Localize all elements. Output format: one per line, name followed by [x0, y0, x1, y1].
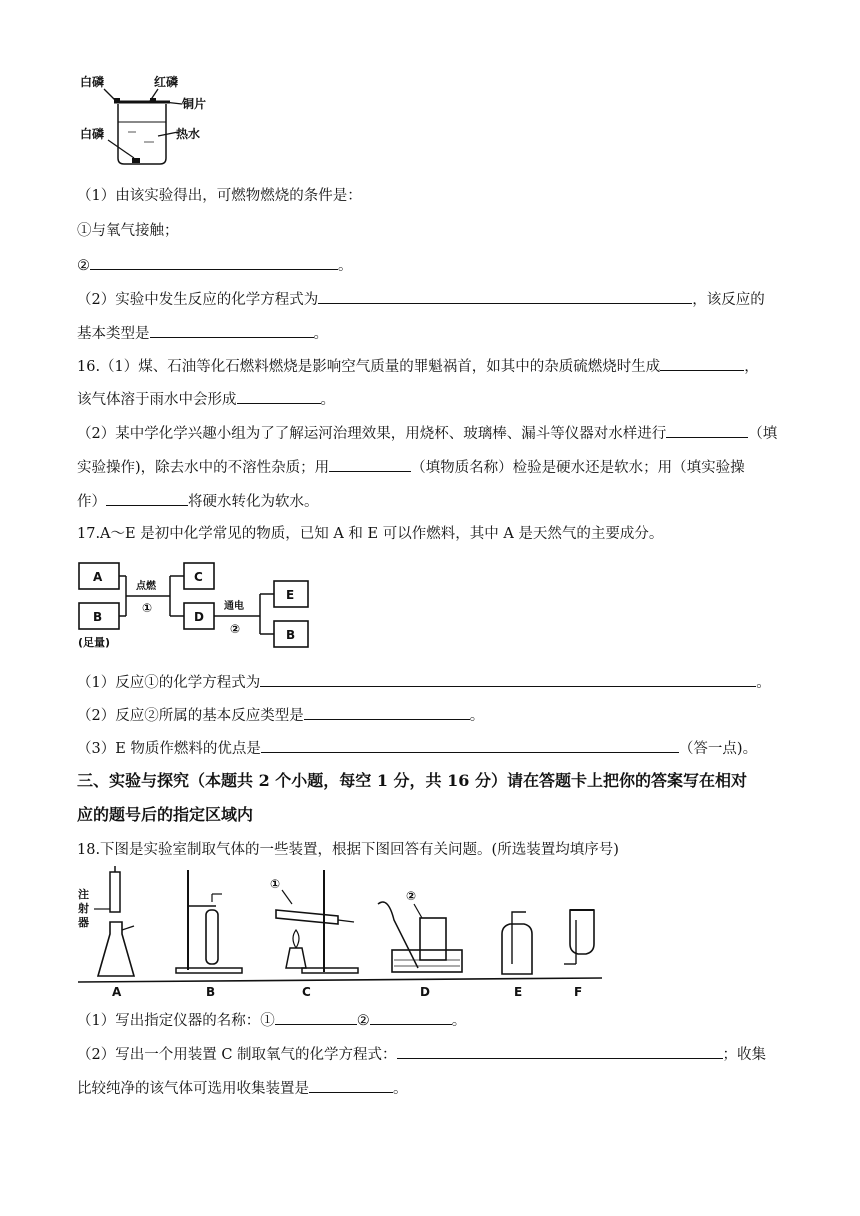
blank-q16-gas[interactable]: [660, 356, 744, 371]
label-white-phosphorus-top: 白磷: [80, 75, 105, 89]
section3-heading-line2: 应的题号后的指定区域内: [77, 805, 254, 824]
q16-part2-text: （2）某中学化学兴趣小组为了了解运河治理效果，用烧杯、玻璃棒、漏斗等仪器对水样进行: [77, 426, 667, 442]
blank-q17-advantage[interactable]: [261, 738, 679, 753]
apparatus-label-f: F: [574, 985, 583, 999]
comma: ，: [744, 359, 759, 375]
q17-part2: [77, 705, 484, 726]
box-e-label: E: [286, 588, 295, 602]
box-a-label: A: [93, 570, 103, 584]
q15-reaction-type-text: 基本类型是: [77, 326, 150, 342]
period: 。: [393, 1081, 408, 1097]
gas-collecting-bottle-icon: [420, 918, 446, 960]
marker-2: ②: [406, 889, 417, 903]
q18-intro: 18.下图是实验室制取气体的一些装置，根据下图回答有关问题。(所选装置均填序号): [77, 842, 619, 858]
apparatus-label-e: E: [514, 985, 523, 999]
box-b-product-label: B: [286, 628, 296, 642]
q17-part3-tail: （答一点)。: [678, 741, 758, 757]
period: 。: [756, 675, 771, 691]
reaction-flow-diagram: [78, 558, 318, 662]
q18-part2: [77, 1044, 766, 1065]
q16-part1-text: 16.（1）煤、石油等化石燃料燃烧是影响空气质量的罪魁祸首，如其中的杂质硫燃烧时生成: [77, 359, 661, 375]
step2-number: ②: [230, 622, 241, 636]
q16-part2-line3-text: 作）: [77, 494, 106, 510]
q15-part2-tail: ，该反应的: [692, 292, 765, 308]
section3-heading-line1: 三、实验与探究（本题共 2 个小题，每空 1 分，共 16 分）请在答题卡上把你的答案写在相对: [77, 771, 747, 790]
blank-q16-rain[interactable]: [237, 389, 321, 404]
bottle-f-icon: [570, 910, 594, 954]
q16-acid-rain-text: 该气体溶于雨水中会形成: [77, 392, 237, 408]
alcohol-lamp-icon: [286, 948, 306, 968]
apparatus-label-b: B: [206, 985, 216, 999]
q15-part2-line2: [77, 323, 328, 344]
marker-1: ①: [270, 877, 281, 891]
q18-part1-text: （1）写出指定仪器的名称：①: [77, 1013, 275, 1029]
q16-part2-tail: （填: [748, 426, 778, 442]
apparatus-label-c: C: [302, 985, 311, 999]
q17-part2-text: （2）反应②所属的基本反应类型是: [77, 708, 304, 724]
blank-q18-instrument2[interactable]: [370, 1010, 452, 1025]
blank-q17-reaction-type[interactable]: [304, 705, 470, 720]
lab-apparatus-figure: [76, 864, 606, 1002]
period: 。: [320, 392, 335, 408]
q16-part2-line3-tail: 将硬水转化为软水。: [188, 494, 319, 510]
bottle-e-icon: [502, 924, 532, 974]
q15-condition1: ①与氧气接触；: [77, 223, 179, 239]
q18-part2-line2: [77, 1078, 408, 1099]
q16-part2-line3: [77, 491, 319, 512]
q16-part2-line2-tail: （填物质名称）检验是硬水还是软水；用（填实验操: [411, 460, 745, 476]
q17-part1: [77, 672, 771, 693]
blank-q17-equation[interactable]: [260, 672, 756, 687]
combustion-experiment-figure: [78, 72, 238, 172]
q18-part2-tail: ；收集: [722, 1047, 767, 1063]
syringe-icon: [110, 872, 120, 912]
q16-part2-line2-text: 实验操作)，除去水中的不溶性杂质；用: [77, 460, 330, 476]
blank-q18-instrument1[interactable]: [275, 1010, 357, 1025]
q16-part2-line2: [77, 457, 745, 478]
q17-part3: [77, 738, 757, 759]
apparatus-label-a: A: [112, 985, 122, 999]
q18-part2-text: （2）写出一个用装置 C 制取氧气的化学方程式：: [77, 1047, 397, 1063]
q15-part1: （1）由该实验得出，可燃物燃烧的条件是：: [77, 188, 362, 204]
label-copper-sheet: 铜片: [182, 97, 207, 111]
syringe-label-3: 器: [78, 916, 89, 929]
label-red-phosphorus: 红磷: [154, 75, 179, 89]
q15-part2-text: （2）实验中发生反应的化学方程式为: [77, 292, 319, 308]
period: 。: [469, 708, 485, 724]
box-d-label: D: [194, 610, 204, 624]
blank-q18-equation[interactable]: [397, 1044, 723, 1059]
q18-collect-text: 比较纯净的该气体可选用收集装置是: [77, 1081, 309, 1097]
syringe-label-1: 注: [78, 888, 89, 901]
blank-q15-reaction-type[interactable]: [150, 323, 314, 338]
step1-number: ①: [142, 601, 153, 615]
q17-intro: 17.A～E 是初中化学常见的物质，已知 A 和 E 可以作燃料，其中 A 是天然气的主要成分。: [77, 526, 664, 542]
blank-q16-substance[interactable]: [329, 457, 411, 472]
blank-q18-collector[interactable]: [309, 1078, 393, 1093]
water-trough-icon: [392, 950, 462, 972]
period: 。: [338, 258, 353, 274]
q16-part1-line1: [77, 356, 759, 377]
box-b-note: (足量): [78, 636, 111, 649]
horizontal-test-tube-icon: [276, 910, 338, 924]
conical-flask-icon: [98, 922, 134, 976]
step2-label: 通电: [224, 601, 244, 612]
circle-2-marker: ②: [77, 258, 90, 274]
blank-q16-operation[interactable]: [666, 423, 748, 438]
period: 。: [451, 1013, 467, 1029]
q17-part1-text: （1）反应①的化学方程式为: [77, 675, 261, 691]
box-b-label: B: [93, 610, 103, 624]
q17-part3-text: （3）E 物质作燃料的优点是: [77, 741, 261, 757]
circle-2-marker: ②: [356, 1013, 370, 1029]
blank-q15-equation[interactable]: [318, 289, 692, 304]
period: 。: [313, 326, 328, 342]
label-white-phosphorus-bottom: 白磷: [80, 127, 105, 141]
q16-part2-line1: [77, 423, 777, 444]
apparatus-label-d: D: [420, 985, 430, 999]
q16-part1-line2: [77, 389, 335, 410]
blank-q16-softening[interactable]: [106, 491, 188, 506]
label-hot-water: 热水: [176, 127, 201, 141]
box-c-label: C: [194, 570, 203, 584]
step1-label: 点燃: [136, 581, 156, 592]
blank-q15-condition2[interactable]: [90, 255, 338, 270]
q15-condition2: [77, 255, 353, 276]
q18-part1: [77, 1010, 466, 1031]
test-tube-icon: [206, 910, 218, 964]
syringe-label-2: 射: [78, 902, 89, 915]
q15-part2: [77, 289, 765, 310]
